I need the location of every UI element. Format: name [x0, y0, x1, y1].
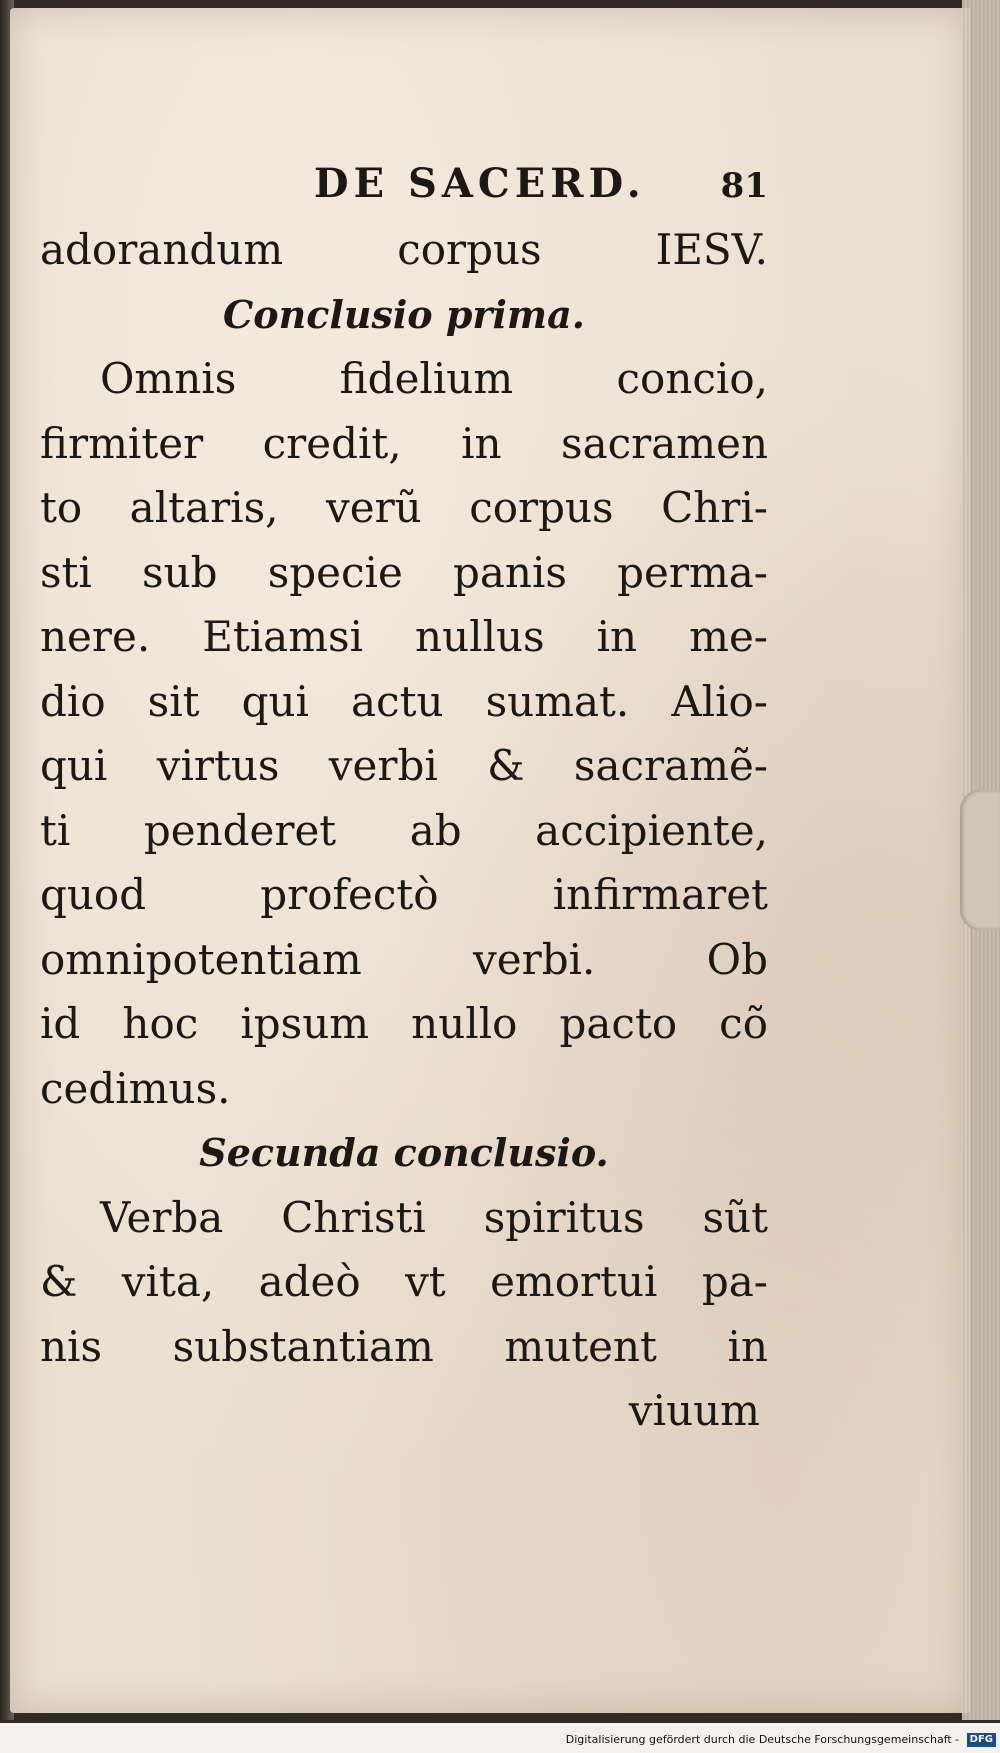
text-line: ti penderet ab accipiente, [40, 805, 768, 855]
text-block [40, 160, 768, 1444]
text-line: cedimus. [40, 1063, 231, 1113]
text-line: qui virtus verbi & sacramẽ- [40, 741, 768, 790]
clasp-mark [960, 790, 1000, 930]
text-line: nis substantiam mutent in [40, 1321, 768, 1371]
text-line: Omnis fidelium concio, [100, 354, 768, 403]
text-line: sti sub specie panis perma- [40, 547, 768, 597]
dfg-logo: DFG [967, 1733, 996, 1747]
running-head-title: DE SACERD. [313, 160, 646, 207]
text-line: to altaris, verũ corpus Chri- [40, 483, 768, 532]
funding-note [566, 1733, 996, 1747]
text-line: Verba Christi spiritus sũt [100, 1192, 768, 1242]
text-line: quod profectò infirmaret [40, 870, 768, 919]
funding-note-text: Digitalisierung gefördert durch die Deutsche Forschungsgemeinschaft - [565, 1733, 960, 1746]
text-line: nere. Etiamsi nullus in me- [40, 612, 768, 661]
text-line: adorandum corpus IESV. [40, 225, 768, 274]
catchword: viuum [628, 1386, 760, 1435]
text-line: firmiter credit, in sacramen [40, 418, 768, 468]
footer-band [0, 1723, 1000, 1753]
text-line: id hoc ipsum nullo pacto cõ [40, 999, 768, 1048]
running-head [40, 160, 768, 212]
page-number: 81 [720, 166, 768, 206]
text-line: & vita, adeò vt emortui pa- [40, 1257, 768, 1306]
section-heading: Secunda conclusio. [199, 1130, 609, 1175]
text-line: omnipotentiam verbi. Ob [40, 934, 768, 984]
text-line: dio sit qui actu sumat. Alio- [40, 676, 768, 726]
text-lines [40, 218, 768, 1379]
section-heading: Conclusio prima. [223, 291, 585, 337]
